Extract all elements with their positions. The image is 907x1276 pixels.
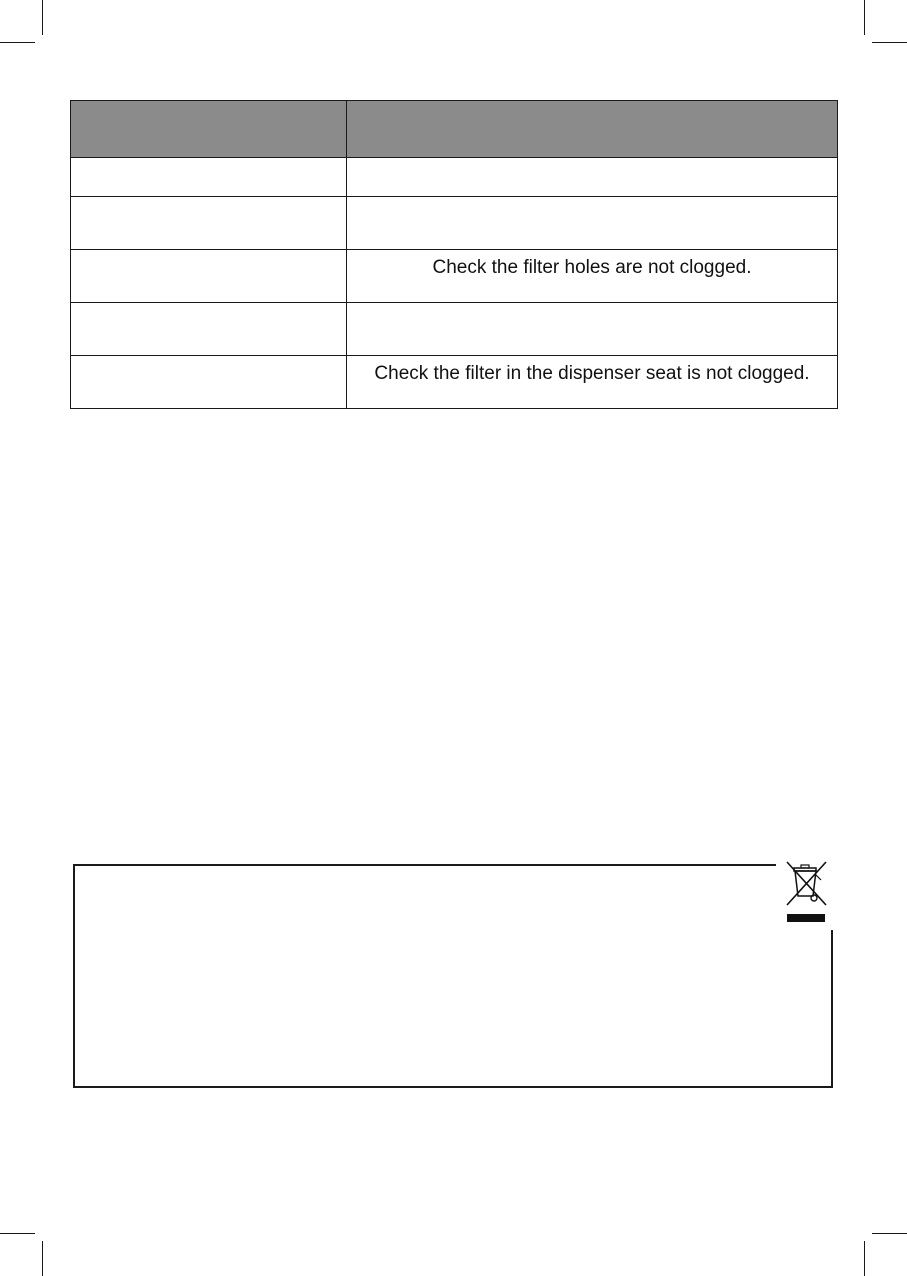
solution-cell: Check the filter in the dispenser seat is not clogged.	[347, 356, 838, 409]
cause-cell	[71, 250, 347, 303]
crop-mark	[42, 1241, 43, 1276]
cause-cell	[71, 158, 347, 197]
table-row	[71, 356, 838, 409]
solution-cell	[347, 158, 838, 197]
header-solution	[347, 101, 838, 158]
crop-mark	[872, 42, 907, 43]
table-row	[71, 158, 838, 197]
cause-cell	[71, 197, 347, 250]
cause-cell	[71, 303, 347, 356]
solution-cell: Check the filter holes are not clogged.	[347, 250, 838, 303]
table-header-row	[71, 101, 838, 158]
crop-mark	[0, 42, 35, 43]
troubleshooting-table	[70, 100, 838, 409]
disposal-notice-box	[73, 864, 833, 1088]
crop-mark	[42, 0, 43, 35]
table-row	[71, 197, 838, 250]
crop-mark	[864, 0, 865, 35]
table-row	[71, 303, 838, 356]
solution-cell	[347, 303, 838, 356]
crop-mark	[872, 1233, 907, 1234]
crop-mark	[0, 1233, 35, 1234]
table-row	[71, 250, 838, 303]
crossed-out-wheelie-bin-icon	[781, 858, 831, 928]
crop-mark	[864, 1241, 865, 1276]
header-problem	[71, 101, 347, 158]
solution-cell	[347, 197, 838, 250]
cause-cell	[71, 356, 347, 409]
